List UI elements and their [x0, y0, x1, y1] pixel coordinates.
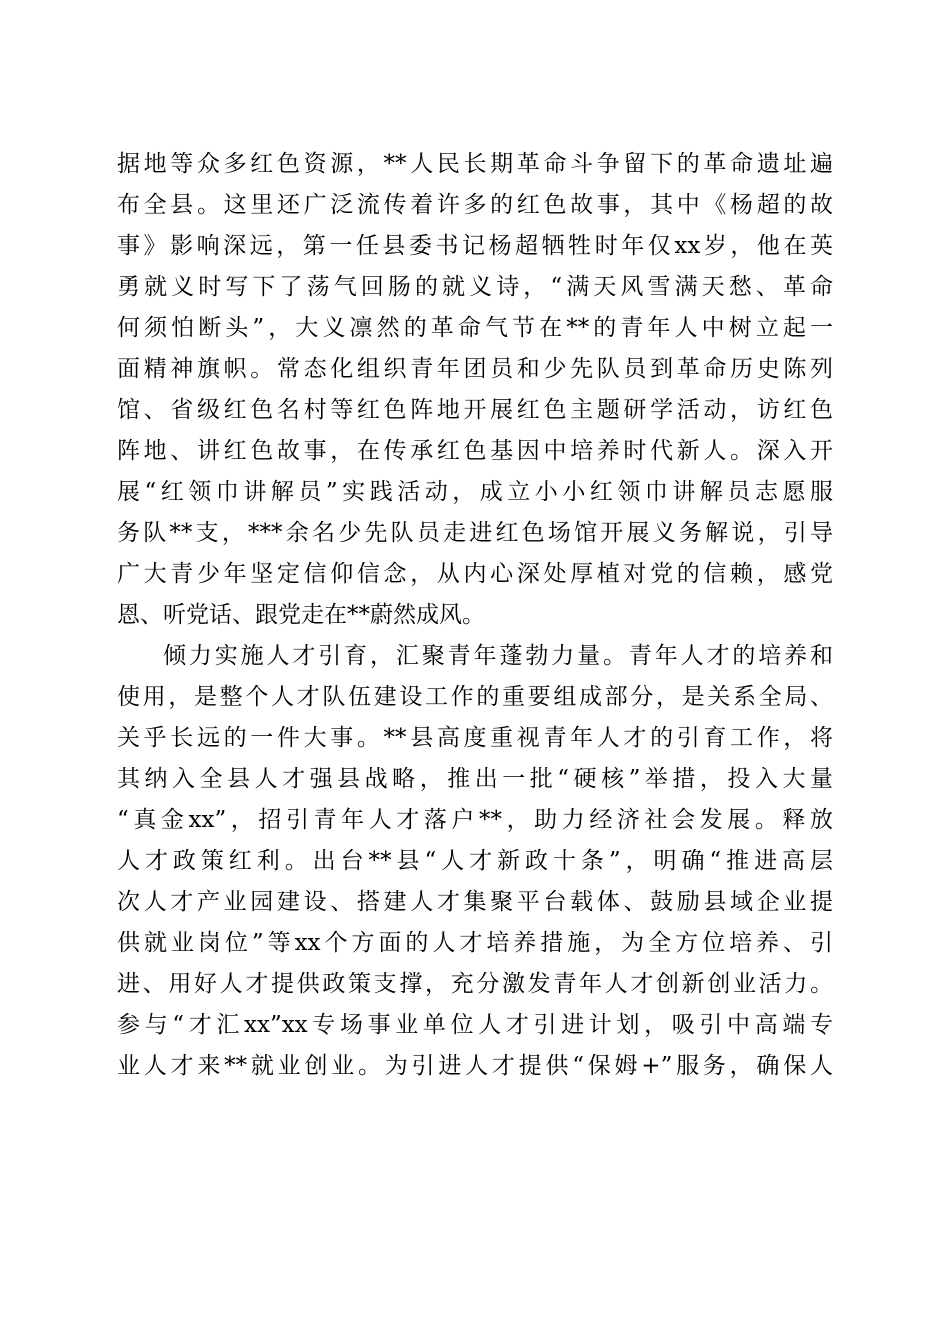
text-line: 何须怕断头”，大义凛然的革命气节在**的青年人中树立起一	[117, 315, 833, 341]
text-line: 使用，是整个人才队伍建设工作的重要组成部分，是关系全局、	[117, 684, 833, 710]
text-line: 阵地、讲红色故事，在传承红色基因中培养时代新人。深入开	[117, 438, 833, 464]
text-line: 广大青少年坚定信仰信念，从内心深处厚植对党的信赖，感党	[117, 561, 833, 587]
text-line: 关乎长远的一件大事。**县高度重视青年人才的引育工作，将	[117, 725, 833, 751]
text-line: 馆、省级红色名村等红色阵地开展红色主题研学活动，访红色	[117, 397, 833, 423]
text-line: 倾力实施人才引育，汇聚青年蓬勃力量。青年人才的培养和	[163, 643, 833, 669]
paragraph-red-resources	[117, 144, 833, 636]
text-line: 据地等众多红色资源，**人民长期革命斗争留下的革命遗址遍	[117, 151, 833, 177]
text-line: 人才政策红利。出台**县“人才新政十条”，明确“推进高层	[117, 848, 833, 874]
text-line: 面精神旗帜。常态化组织青年团员和少先队员到革命历史陈列	[117, 356, 833, 382]
paragraph-talent-introduction	[117, 636, 833, 1087]
text-line: 次人才产业园建设、搭建人才集聚平台载体、鼓励县域企业提	[117, 889, 833, 915]
text-line: “真金xx”，招引青年人才落户**，助力经济社会发展。释放	[117, 807, 833, 833]
body-text	[117, 144, 833, 1087]
text-line: 展“红领巾讲解员”实践活动，成立小小红领巾讲解员志愿服	[117, 479, 833, 505]
text-line: 事》影响深远，第一任县委书记杨超牺牲时年仅xx岁，他在英	[117, 233, 833, 259]
text-line: 供就业岗位”等xx个方面的人才培养措施，为全方位培养、引	[117, 930, 833, 956]
text-line: 进、用好人才提供政策支撑，充分激发青年人才创新创业活力。	[117, 971, 833, 997]
text-line: 务队**支，***余名少先队员走进红色场馆开展义务解说，引导	[117, 520, 833, 546]
text-line: 勇就义时写下了荡气回肠的就义诗，“满天风雪满天愁、革命	[117, 274, 833, 300]
text-line: 业人才来**就业创业。为引进人才提供“保姆+”服务，确保人	[117, 1053, 833, 1079]
text-line: 恩、听党话、跟党走在**蔚然成风。	[117, 602, 485, 628]
text-line: 其纳入全县人才强县战略，推出一批“硬核”举措，投入大量	[117, 766, 833, 792]
text-line: 布全县。这里还广泛流传着许多的红色故事，其中《杨超的故	[117, 192, 833, 218]
text-line: 参与“才汇xx”xx专场事业单位人才引进计划，吸引中高端专	[117, 1012, 833, 1038]
